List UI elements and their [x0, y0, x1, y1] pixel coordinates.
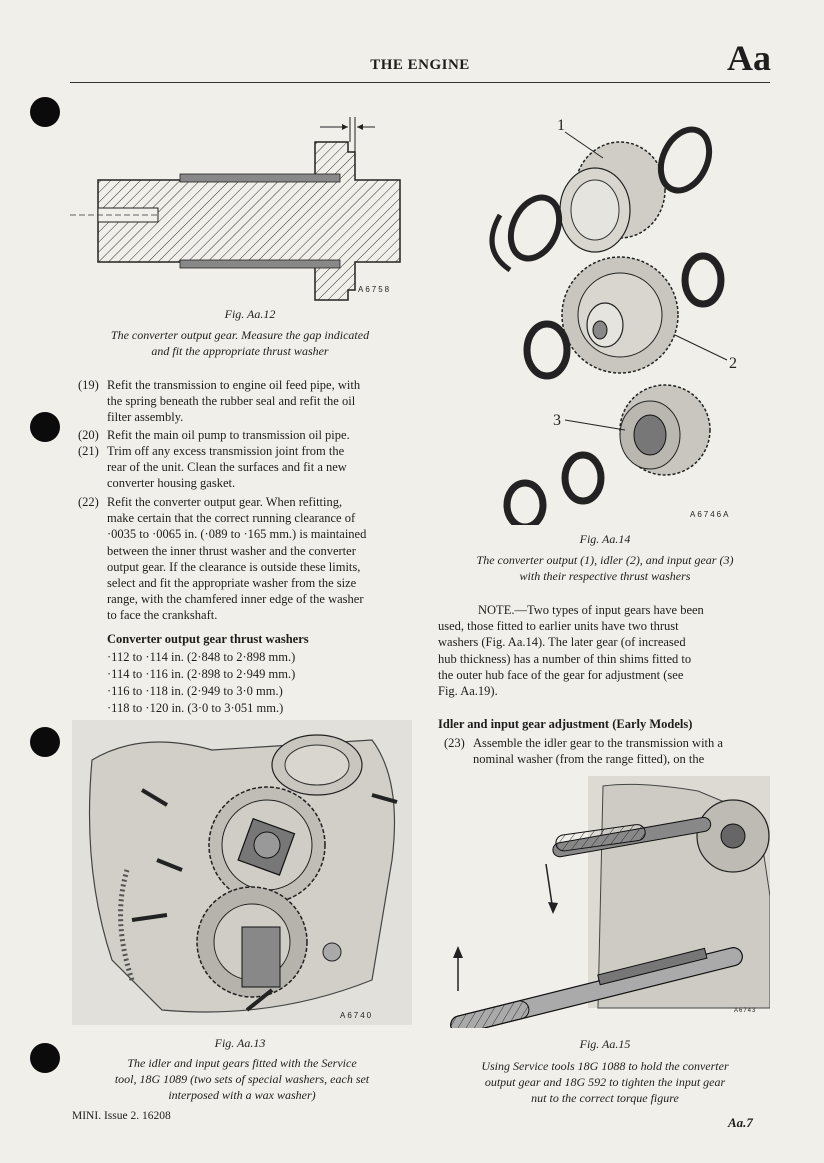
figure-aa15-caption-3: nut to the correct torque figure — [531, 1091, 679, 1105]
punch-hole-2 — [30, 412, 60, 442]
step-19: (19) Refit the transmission to engine oil feed pipe, with the spring beneath the rubber seal and refit the oil filter assembly. — [78, 378, 361, 425]
figure-aa13-caption-3: interposed with a wax washer) — [168, 1088, 316, 1102]
step-21: (21) Trim off any excess transmission joint from the rear of the unit. Clean the surfaces and fit a new converter housing gasket. — [78, 444, 347, 491]
figure-aa14-drawing — [465, 110, 770, 525]
figure-aa12-caption-1: The converter output gear. Measure the gap indicated — [110, 328, 370, 342]
page-number: Aa.7 — [728, 1115, 753, 1130]
figure-aa13-caption-2: tool, 18G 1089 (two sets of special washers, each set — [114, 1072, 370, 1086]
figure-aa14-caption-2: with their respective thrust washers — [519, 569, 691, 583]
figure-aa13-drawing — [72, 720, 412, 1025]
figure-aa15-caption-1: Using Service tools 18G 1088 to hold the converter — [481, 1059, 729, 1073]
figure-aa15-code: A6743 — [734, 1008, 757, 1014]
figure-aa14-callout-2: 2 — [729, 355, 737, 372]
washer-item-3: ·116 to ·118 in. (2·949 to 3·0 mm.) — [107, 684, 283, 698]
washer-item-4: ·118 to ·120 in. (3·0 to 3·051 mm.) — [107, 701, 284, 715]
figure-aa13-caption-1: The idler and input gears fitted with the Service — [127, 1056, 357, 1070]
punch-hole-3 — [30, 727, 60, 757]
figure-aa13-code: A6740 — [340, 1011, 374, 1020]
washers-heading: Converter output gear thrust washers — [107, 632, 309, 646]
figure-aa12-drawing — [70, 112, 410, 302]
figure-aa15-caption-2: output gear and 18G 592 to tighten the input gear — [484, 1075, 726, 1089]
figure-aa14-callout-3: 3 — [553, 412, 561, 429]
step-20: (20) Refit the main oil pump to transmission oil pipe. — [78, 428, 350, 442]
figure-aa15-label: Fig. Aa.15 — [579, 1037, 631, 1051]
punch-hole-1 — [30, 97, 60, 127]
figure-aa13-label: Fig. Aa.13 — [214, 1036, 266, 1050]
step-22: (22) Refit the converter output gear. When refitting, make certain that the correct running clearance of ·0035 to ·0065 in. (·089 to ·165 mm.) is maintained between the inner thrust washer and the converter output gear. If the clearance is outside these limits, select and fit the appropriate washer from the size range, with the chamfered inner edge of the washer to face the crankshaft. — [78, 495, 367, 623]
figure-aa14-callout-1: 1 — [557, 117, 565, 134]
figure-aa15-drawing — [438, 776, 770, 1028]
page-title: THE ENGINE — [370, 57, 470, 73]
note-paragraph: NOTE.—Two types of input gears have been used, those fitted to earlier units have two thrust washers (Fig. Aa.14). The later gear (of increased hub thickness) has a number of thin shims fitted to the outer hub face of the gear for adjustment (see Fig. Aa.19). — [438, 603, 704, 699]
figure-aa12-code: A6758 — [358, 285, 392, 294]
washer-item-1: ·112 to ·114 in. (2·848 to 2·898 mm.) — [107, 650, 296, 664]
header-rule — [70, 82, 770, 83]
washer-item-2: ·114 to ·116 in. (2·898 to 2·949 mm.) — [107, 667, 296, 681]
section-code: Aa — [727, 38, 771, 78]
footer-issue: MINI. Issue 2. 16208 — [72, 1110, 171, 1122]
figure-aa14-label: Fig. Aa.14 — [579, 532, 631, 546]
punch-hole-4 — [30, 1043, 60, 1073]
figure-aa12-caption-2: and fit the appropriate thrust washer — [151, 344, 329, 358]
idler-adjustment-heading: Idler and input gear adjustment (Early Models) — [438, 717, 693, 731]
figure-aa14-code: A6746A — [690, 510, 731, 519]
figure-aa12-label: Fig. Aa.12 — [224, 307, 276, 321]
step-23: (23) Assemble the idler gear to the transmission with a nominal washer (from the range fitted), on the — [444, 736, 723, 767]
figure-aa14-caption-1: The converter output (1), idler (2), and input gear (3) — [476, 553, 734, 567]
